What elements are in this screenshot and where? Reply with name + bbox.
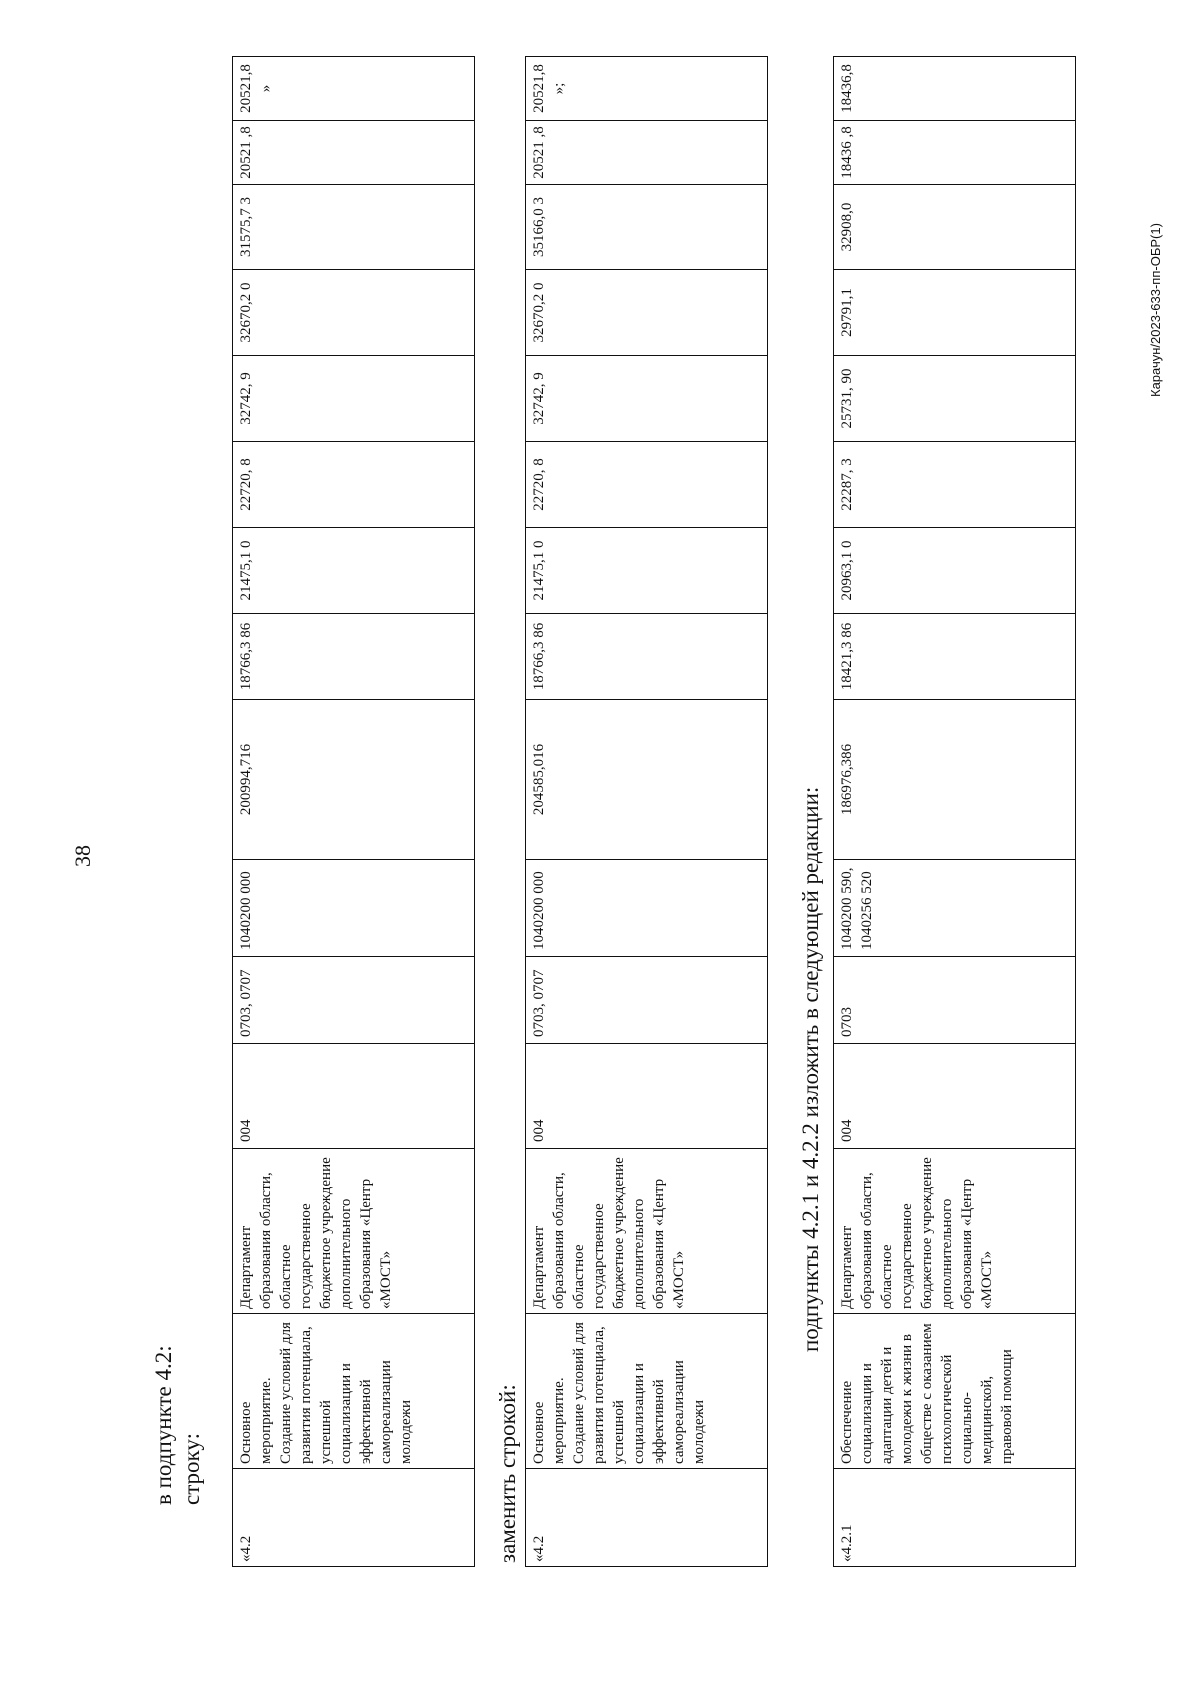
section-code: 0703, 0707 [526, 957, 768, 1044]
section-code: 0703, 0707 [233, 957, 475, 1044]
grbs-code: 004 [526, 1044, 768, 1149]
year-amount: 22720, 8 [233, 442, 475, 528]
document-id: Карачун/2023-633-пп-ОБР(1) [1148, 223, 1163, 397]
target-article-code: 1040200 000 [233, 860, 475, 957]
section-code: 0703 [834, 957, 1076, 1044]
measure-name: Основное мероприятие. Создание условий для развития потенциала, успешной социализации и эффективной самореализации молодежи [233, 1314, 475, 1469]
year-amount: 20963,1 0 [834, 528, 1076, 614]
budget-table [525, 56, 768, 1567]
year-amount: 18436,8 [834, 57, 1076, 121]
measure-name: Основное мероприятие. Создание условий для развития потенциала, успешной социализации и эффективной самореализации молодежи [526, 1314, 768, 1469]
total-amount: 204585,016 [526, 700, 768, 860]
grbs-code: 004 [233, 1044, 475, 1149]
year-amount: 20521,8 » [233, 57, 475, 121]
year-amount: 18436 ,8 [834, 121, 1076, 185]
year-amount: 32742, 9 [526, 356, 768, 442]
target-article-code: 1040200 590, 1040256 520 [834, 860, 1076, 957]
section-heading: подпункты 4.2.1 и 4.2.2 изложить в следующей редакции: [798, 786, 823, 1352]
total-amount: 186976,386 [834, 700, 1076, 860]
section-heading: заменить строкой: [495, 1384, 520, 1563]
year-amount: 29791,1 [834, 270, 1076, 356]
executor: Департамент образования области, областное государственное бюджетное учреждение дополнительного образования «Центр «МОСТ» [834, 1149, 1076, 1314]
table-row [526, 57, 768, 1567]
year-amount: 20521,8 »; [526, 57, 768, 121]
section-subheading: строку: [179, 1433, 204, 1505]
grbs-code: 004 [834, 1044, 1076, 1149]
year-amount: 18766,3 86 [233, 614, 475, 700]
year-amount: 22720, 8 [526, 442, 768, 528]
table-row [233, 57, 475, 1567]
budget-table [833, 56, 1076, 1567]
executor: Департамент образования области, областное государственное бюджетное учреждение дополнительного образования «Центр «МОСТ» [233, 1149, 475, 1314]
measure-name: Обеспечение социализации и адаптации детей и молодежи к жизни в обществе с оказанием психологической социально-медицинской, правовой помощи [834, 1314, 1076, 1469]
row-number: «4.2 [233, 1469, 475, 1567]
year-amount: 32742, 9 [233, 356, 475, 442]
row-number: «4.2 [526, 1469, 768, 1567]
table-row [834, 57, 1076, 1567]
year-amount: 20521 ,8 [233, 121, 475, 185]
year-amount: 32670,2 0 [526, 270, 768, 356]
budget-table [232, 56, 475, 1567]
section-heading: в подпункте 4.2: [151, 1345, 176, 1505]
year-amount: 25731, 90 [834, 356, 1076, 442]
row-number: «4.2.1 [834, 1469, 1076, 1567]
page-number: 38 [70, 845, 95, 867]
year-amount: 35166,0 3 [526, 185, 768, 270]
year-amount: 32908,0 [834, 185, 1076, 270]
executor: Департамент образования области, областное государственное бюджетное учреждение дополнительного образования «Центр «МОСТ» [526, 1149, 768, 1314]
year-amount: 21475,1 0 [526, 528, 768, 614]
year-amount: 20521 ,8 [526, 121, 768, 185]
total-amount: 200994,716 [233, 700, 475, 860]
year-amount: 22287, 3 [834, 442, 1076, 528]
year-amount: 18766,3 86 [526, 614, 768, 700]
target-article-code: 1040200 000 [526, 860, 768, 957]
year-amount: 32670,2 0 [233, 270, 475, 356]
year-amount: 31575,7 3 [233, 185, 475, 270]
year-amount: 18421,3 86 [834, 614, 1076, 700]
year-amount: 21475,1 0 [233, 528, 475, 614]
